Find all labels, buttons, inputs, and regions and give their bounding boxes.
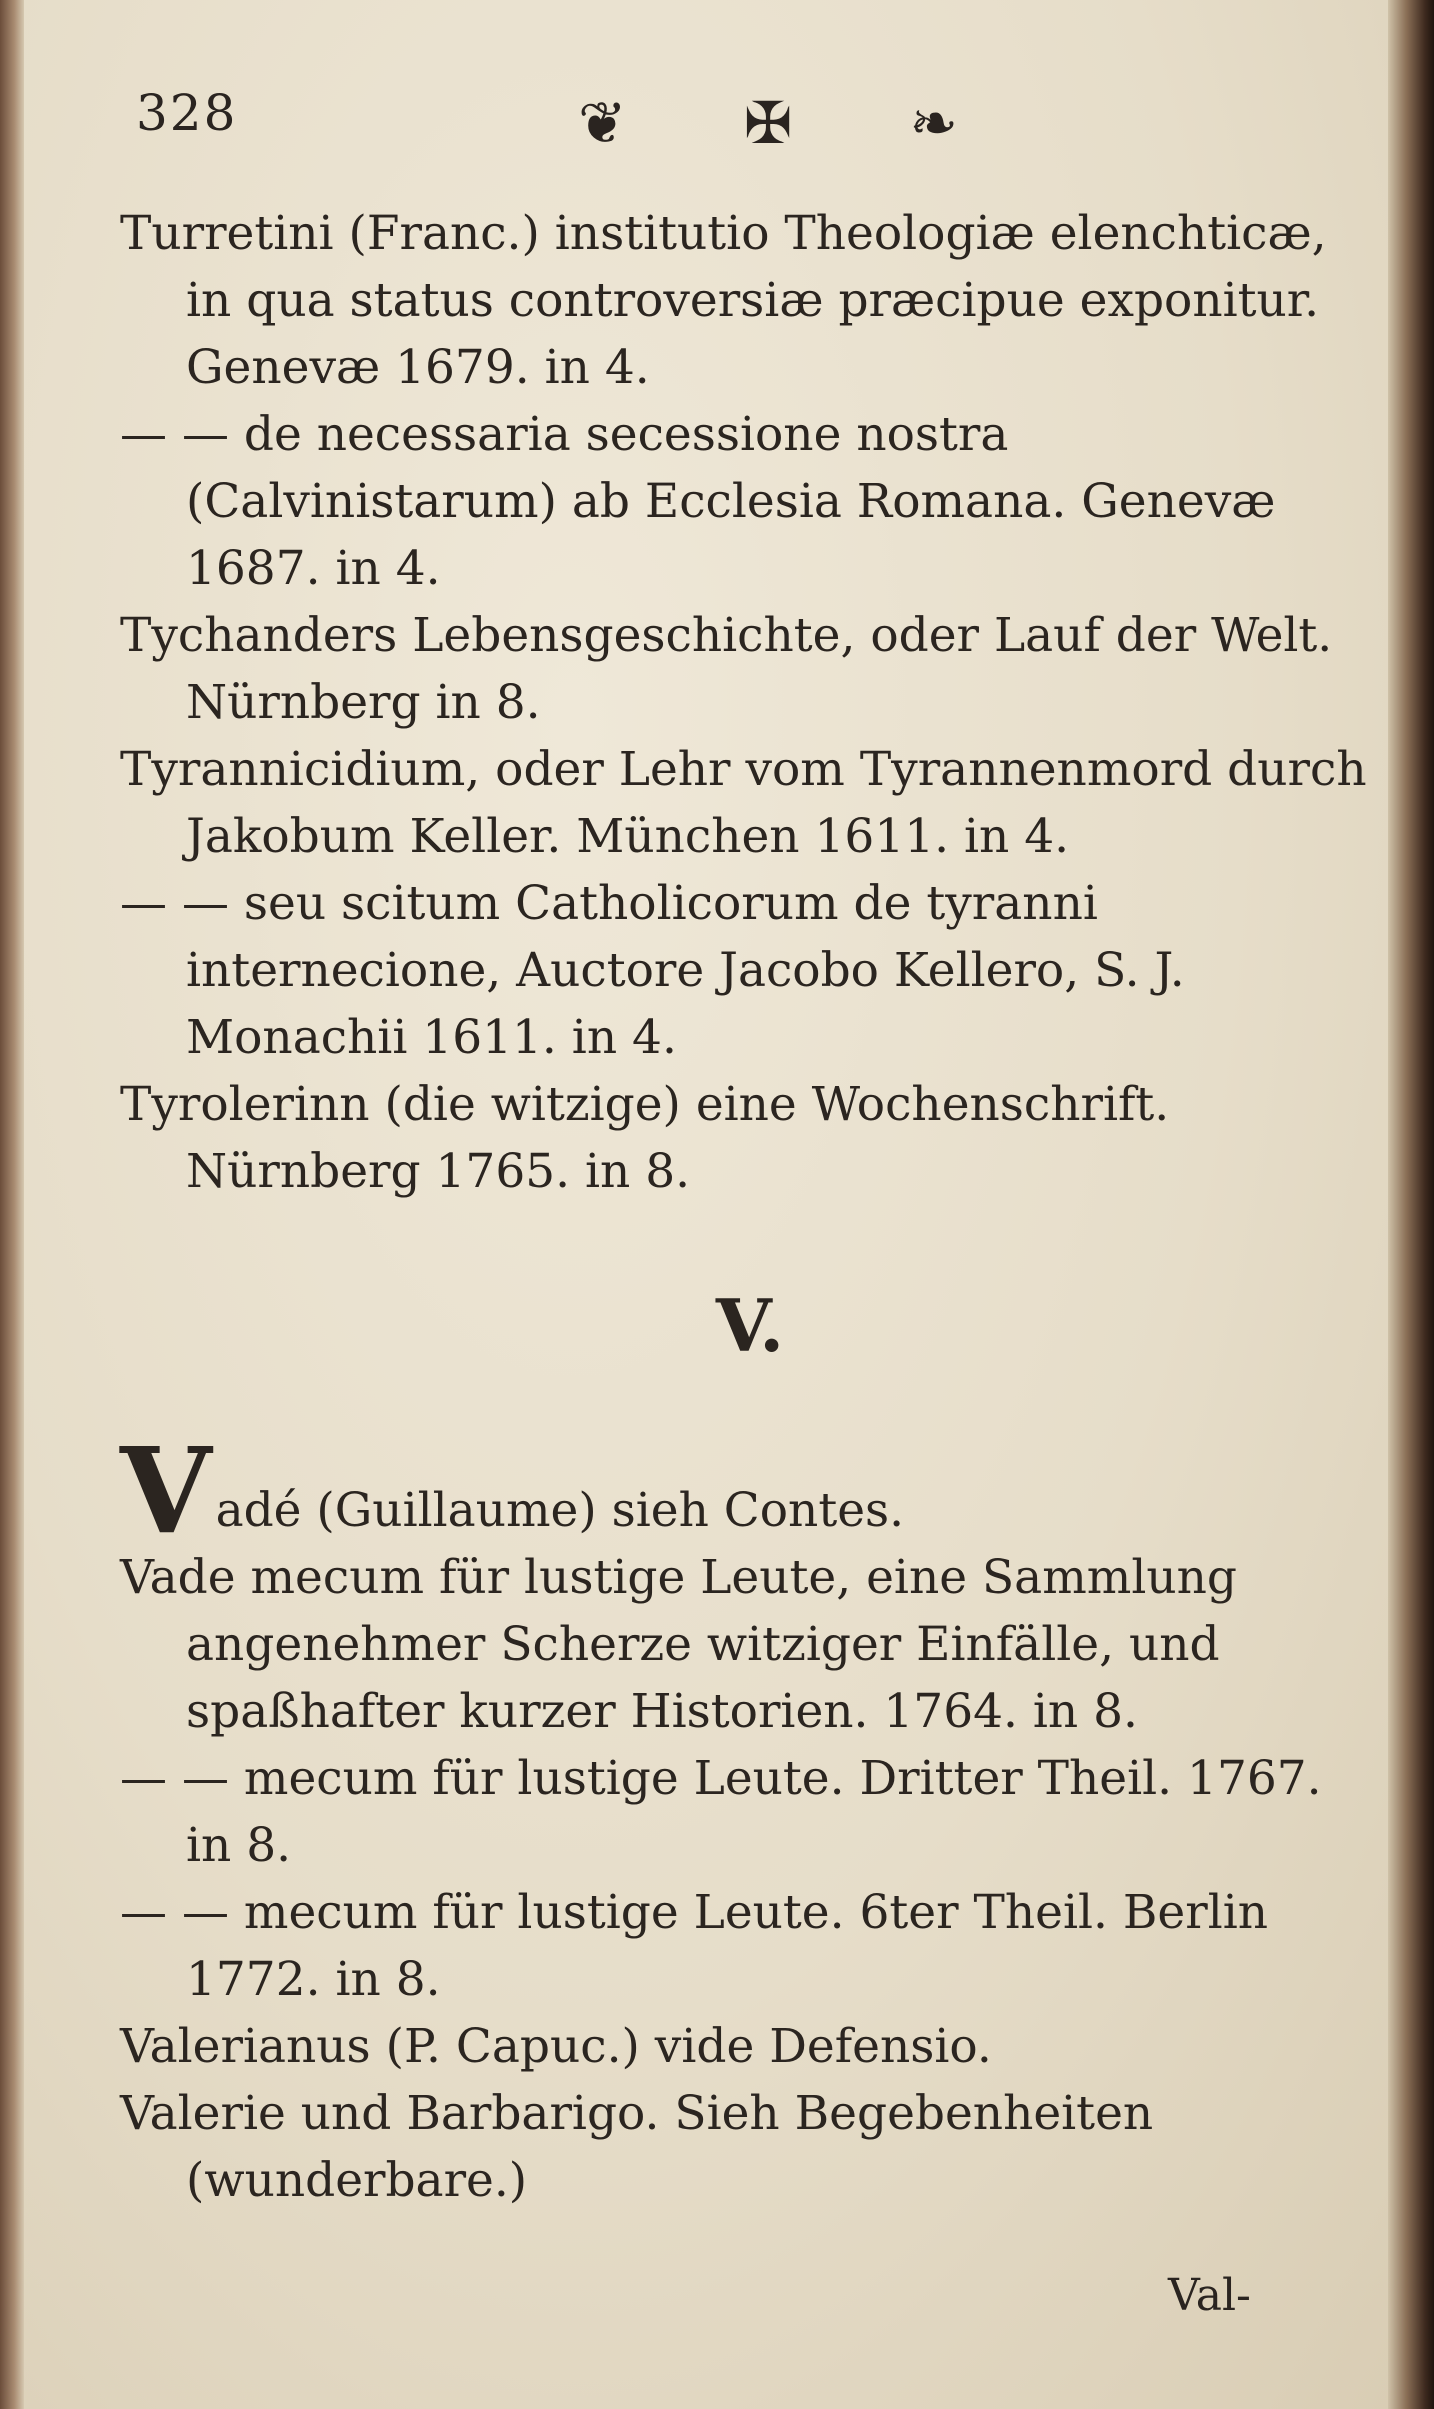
catalog-entry: Tychanders Lebensgeschichte, oder Lauf der Welt. Nürnberg in 8. xyxy=(120,608,1333,730)
ornament-left-icon: ❦ xyxy=(578,89,627,157)
ornament-center-icon: ✠ xyxy=(743,89,793,157)
page-content xyxy=(120,200,1380,2214)
catalog-entry: — — de necessaria secessione nostra (Calvinistarum) ab Ecclesia Romana. Genevæ 1687. in 4. xyxy=(120,407,1276,596)
page-gutter xyxy=(0,0,24,2409)
catalog-entry: Valerie und Barbarigo. Sieh Begebenheiten (wunderbare.) xyxy=(120,2086,1154,2208)
catalog-entry-first xyxy=(120,1421,1380,1560)
catalog-entry: — — mecum für lustige Leute. 6ter Theil. Berlin 1772. in 8. xyxy=(120,1885,1269,2007)
catalog-entry: Tyrannicidium, oder Lehr vom Tyrannenmord durch Jakobum Keller. München 1611. in 4. xyxy=(120,742,1367,864)
catalog-entry: — — mecum für lustige Leute. Dritter Theil. 1767. in 8. xyxy=(120,1751,1322,1873)
page-number: 328 xyxy=(136,84,238,142)
section-heading: V. xyxy=(715,1283,785,1368)
catalog-entry: — — seu scitum Catholicorum de tyranni internecione, Auctore Jacobo Kellero, S. J. Monachii 1611. in 4. xyxy=(120,876,1185,1065)
catalog-entry: Tyrolerinn (die witzige) eine Wochenschrift. Nürnberg 1765. in 8. xyxy=(120,1077,1170,1199)
entry-text: adé (Guillaume) sieh Contes. xyxy=(215,1483,905,1538)
drop-cap: V xyxy=(120,1421,212,1560)
ornament-right-icon: ❧ xyxy=(909,89,958,157)
catalog-entry: Vade mecum für lustige Leute, eine Sammlung angenehmer Scherze witziger Einfälle, und spaßhafter kurzer Historien. 1764. in 8. xyxy=(120,1550,1237,1739)
catalog-entry: Turretini (Franc.) institutio Theologiæ elenchticæ, in qua status controversiæ præcipue exponitur. Genevæ 1679. in 4. xyxy=(120,206,1327,395)
page-edge xyxy=(1388,0,1434,2409)
catchword: Val- xyxy=(1168,2270,1251,2321)
catalog-entry: Valerianus (P. Capuc.) vide Defensio. xyxy=(120,2019,992,2074)
header-ornament xyxy=(578,88,958,158)
